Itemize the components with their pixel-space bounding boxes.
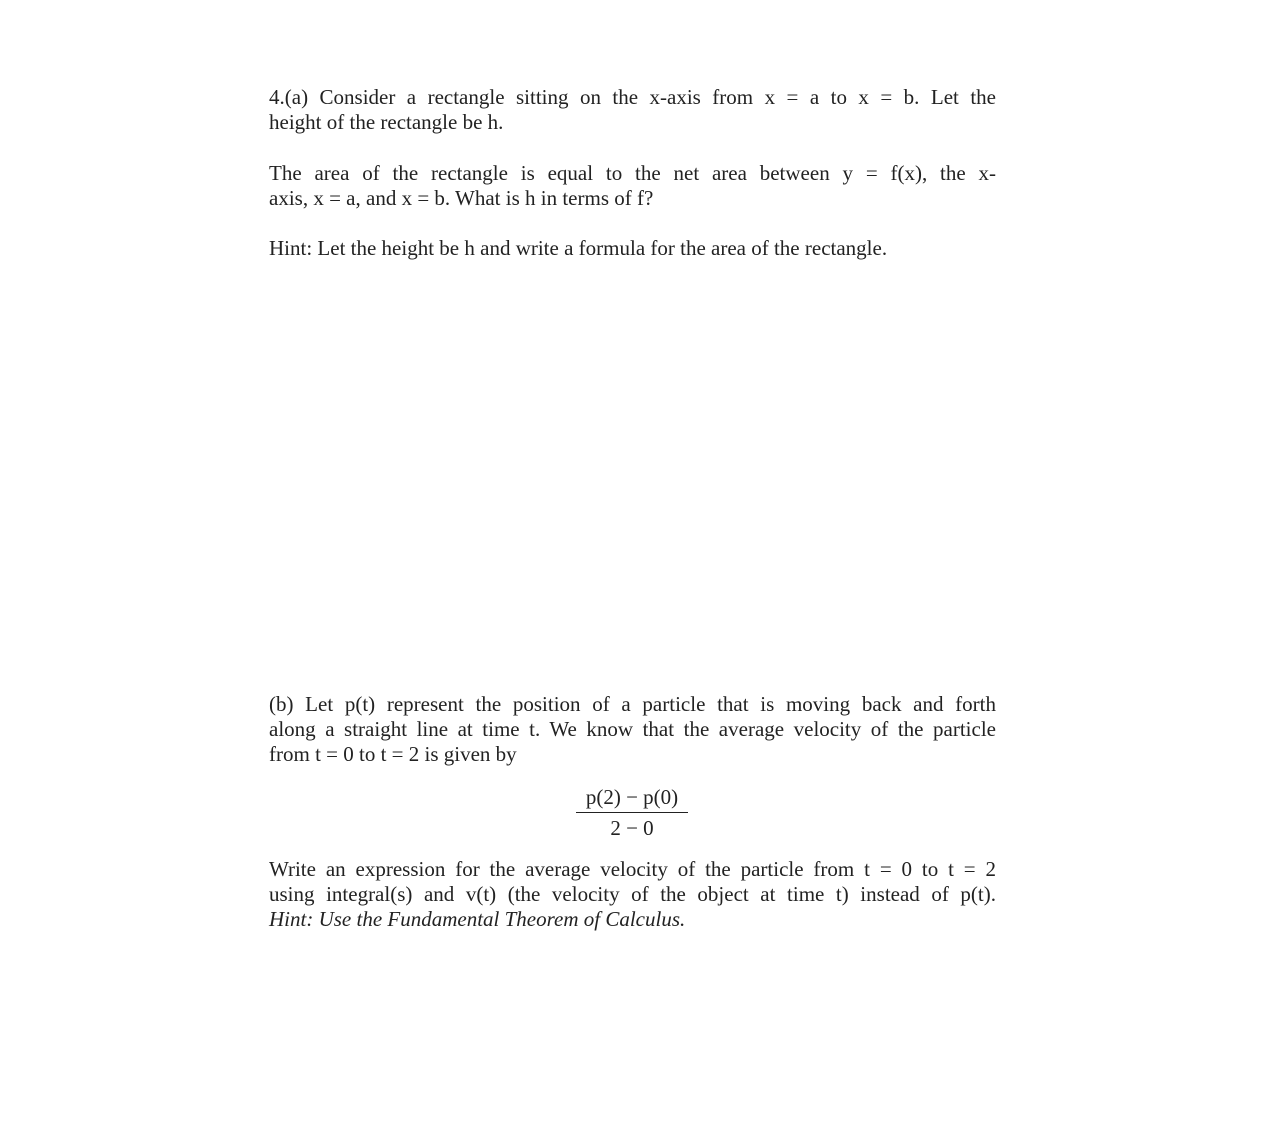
fraction-numerator: p(2) − p(0) bbox=[585, 785, 679, 809]
part-a-intro bbox=[269, 85, 996, 135]
text-line: Write an expression for the average velocity of the particle from t = 0 to t = 2 bbox=[269, 857, 996, 881]
text-line: 4.(a) Consider a rectangle sitting on the x-axis from x = a to x = b. Let the bbox=[269, 85, 996, 109]
text-line: The area of the rectangle is equal to the net area between y = f(x), the x- bbox=[269, 161, 996, 185]
part-a-hint bbox=[269, 236, 996, 261]
fraction-denominator: 2 − 0 bbox=[610, 816, 654, 840]
text-line: using integral(s) and v(t) (the velocity of the object at time t) instead of p(t). bbox=[269, 882, 996, 906]
text-line: (b) Let p(t) represent the position of a particle that is moving back and forth bbox=[269, 692, 996, 716]
part-a-question bbox=[269, 161, 996, 211]
text-line: along a straight line at time t. We know that the average velocity of the particle bbox=[269, 717, 996, 741]
text-line: from t = 0 to t = 2 is given by bbox=[269, 742, 517, 766]
average-velocity-fraction bbox=[576, 785, 688, 841]
part-b-hint: Hint: Use the Fundamental Theorem of Calculus. bbox=[269, 907, 686, 931]
fraction-bar bbox=[576, 812, 688, 813]
text-line: height of the rectangle be h. bbox=[269, 110, 504, 134]
part-b-question bbox=[269, 857, 996, 932]
part-b-intro bbox=[269, 692, 996, 767]
text-line: Hint: Let the height be h and write a formula for the area of the rectangle. bbox=[269, 236, 888, 260]
text-line: axis, x = a, and x = b. What is h in terms of f? bbox=[269, 186, 654, 210]
